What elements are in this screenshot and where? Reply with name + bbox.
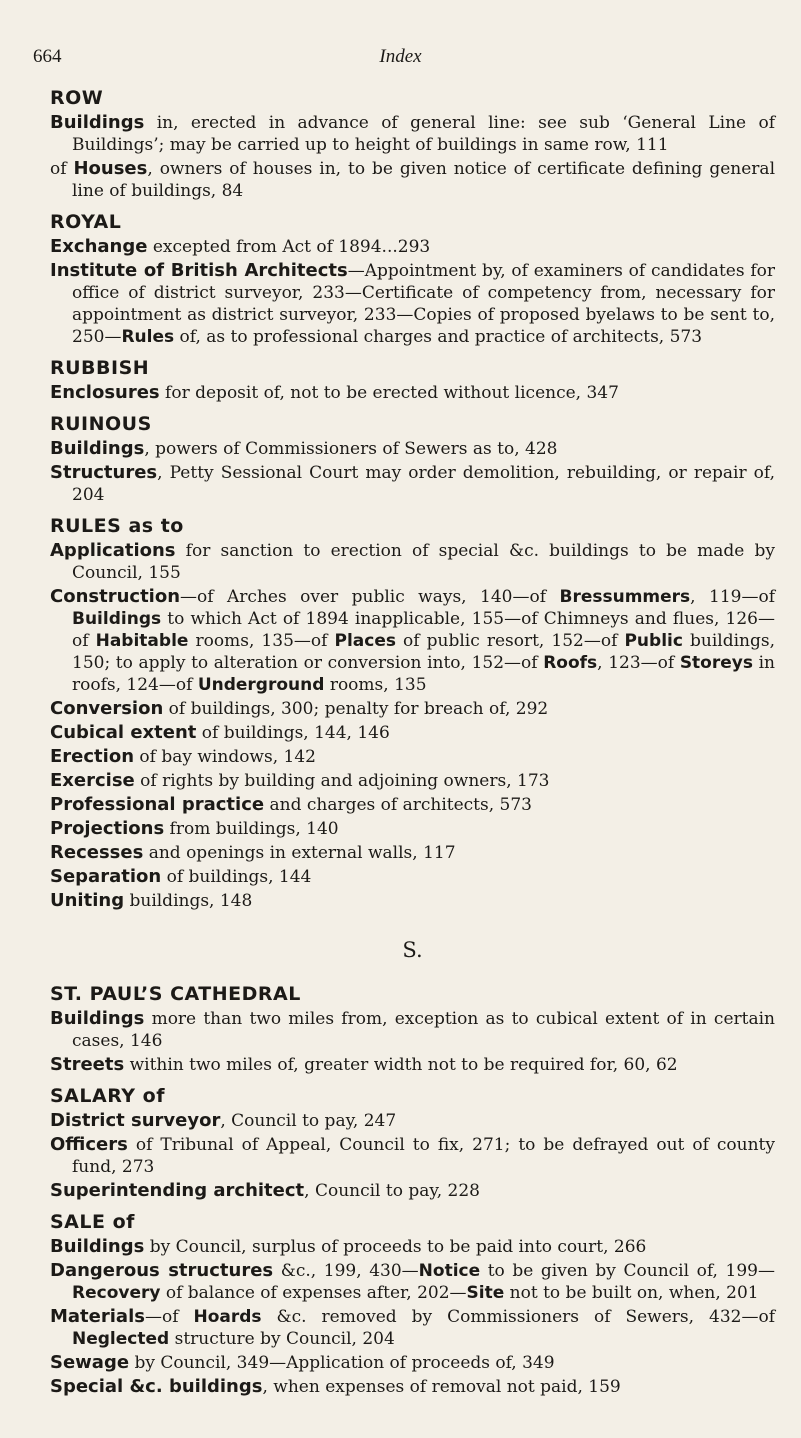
index-entry: Exercise of rights by building and adjoining owners, 173 — [50, 770, 550, 791]
index-entry: Buildings in, erected in advance of general line: see sub ‘General Line of Buildings’; may be carried up to height of buildings in same row, 111 — [50, 112, 775, 155]
index-entry: Enclosures for deposit of, not to be erected without licence, 347 — [50, 382, 619, 403]
index-entry: Projections from buildings, 140 — [50, 818, 339, 839]
index-term: Applications — [50, 540, 176, 561]
index-entry: Buildings by Council, surplus of proceeds to be paid into court, 266 — [50, 1236, 647, 1257]
index-term: Buildings — [50, 438, 145, 459]
index-entry: Dangerous structures &c., 199, 430—Notice to be given by Council of, 199—Recovery of balance of expenses after, 202—Site not to be built on, when, 201 — [50, 1260, 775, 1303]
index-heading: SALARY of — [50, 1085, 165, 1107]
index-term: Institute of British Architects — [50, 260, 348, 281]
index-entry: Sewage by Council, 349—Application of proceeds of, 349 — [50, 1352, 555, 1373]
index-entry: Recesses and openings in external walls, 117 — [50, 842, 456, 863]
index-term: Uniting — [50, 890, 125, 911]
index-term: Special &c. buildings — [50, 1376, 263, 1397]
index-term: Separation — [50, 866, 162, 887]
index-group-rubbish — [50, 354, 775, 404]
index-term: Exchange — [50, 236, 148, 257]
index-term: Buildings — [50, 1236, 145, 1257]
index-heading: RUBBISH — [50, 357, 150, 379]
index-group-rules — [50, 512, 775, 912]
index-group-salary — [50, 1082, 775, 1202]
index-term: Enclosures — [50, 382, 160, 403]
index-entry: Buildings, powers of Commissioners of Sewers as to, 428 — [50, 438, 558, 459]
index-term: Conversion — [50, 698, 164, 719]
index-heading: RUINOUS — [50, 413, 152, 435]
page-number: 664 — [33, 46, 62, 67]
index-entry: Special &c. buildings, when expenses of removal not paid, 159 — [50, 1376, 621, 1397]
index-entry: Uniting buildings, 148 — [50, 890, 253, 911]
running-title: Index — [379, 46, 422, 67]
index-term: Buildings — [50, 112, 145, 133]
index-entry: Applications for sanction to erection of special &c. buildings to be made by Council, 155 — [50, 540, 775, 583]
section-letter: S. — [402, 938, 423, 962]
index-heading: ST. PAUL’S CATHEDRAL — [50, 983, 301, 1005]
index-entry: Conversion of buildings, 300; penalty for breach of, 292 — [50, 698, 549, 719]
index-term: Houses — [73, 158, 148, 179]
index-term: Construction — [50, 586, 181, 607]
index-entry: Buildings more than two miles from, exception as to cubical extent of in certain cases, 146 — [50, 1008, 775, 1051]
index-group-sale — [50, 1208, 775, 1398]
index-term: Structures — [50, 462, 158, 483]
index-term: Exercise — [50, 770, 135, 791]
index-entry: Structures, Petty Sessional Court may order demolition, rebuilding, or repair of, 204 — [50, 462, 775, 505]
index-entry: Officers of Tribunal of Appeal, Council to fix, 271; to be defrayed out of county fund, 273 — [50, 1134, 775, 1177]
index-heading: SALE of — [50, 1211, 135, 1233]
index-term: Projections — [50, 818, 165, 839]
index-term: Streets — [50, 1054, 125, 1075]
index-group-row — [50, 84, 775, 202]
index-entry: Streets within two miles of, greater width not to be required for, 60, 62 — [50, 1054, 678, 1075]
index-heading: RULES as to — [50, 515, 184, 537]
index-entry: of Houses, owners of houses in, to be given notice of certificate defining general line of buildings, 84 — [50, 158, 776, 201]
index-entry: Separation of buildings, 144 — [50, 866, 312, 887]
index-heading: ROYAL — [50, 211, 122, 233]
index-entry: Construction—of Arches over public ways, 140—of Bressummers, 119—of Buildings to which Act of 1894 inapplicable, 155—of Chimneys and flues, 126—of Habitable rooms, 135—of Places of public resort, 152—of Public buildings, 150; to apply to alteration or conversion into, 152—of Roofs, 123—of Storeys in roofs, 124—of Underground rooms, 135 — [50, 586, 776, 695]
index-term: Officers — [50, 1134, 128, 1155]
index-term: Recesses — [50, 842, 144, 863]
index-term: Professional practice — [50, 794, 265, 815]
index-group-ruinous — [50, 410, 775, 506]
index-term: District surveyor — [50, 1110, 221, 1131]
index-term: Erection — [50, 746, 135, 767]
index-term: Buildings — [50, 1008, 145, 1029]
index-term: Cubical extent — [50, 722, 197, 743]
index-entry: District surveyor, Council to pay, 247 — [50, 1110, 397, 1131]
index-entry: Materials—of Hoards &c. removed by Commissioners of Sewers, 432—of Neglected structure by Council, 204 — [50, 1306, 775, 1349]
index-term: Sewage — [50, 1352, 130, 1373]
index-term: Dangerous structures — [50, 1260, 274, 1281]
index-entry: Professional practice and charges of architects, 573 — [50, 794, 532, 815]
index-term: Materials — [50, 1306, 145, 1327]
index-entry: Superintending architect, Council to pay, 228 — [50, 1180, 480, 1201]
index-group-st-pauls — [50, 980, 775, 1076]
index-entry: Institute of British Architects—Appointment by, of examiners of candidates for office of district surveyor, 233—Certificate of competency from, necessary for appointment as district surveyor, 233—Copies of proposed byelaws to be sent to, 250—Rules of, as to professional charges and practice of architects, 573 — [50, 260, 775, 347]
index-entry: Exchange excepted from Act of 1894...293 — [50, 236, 431, 257]
index-term: Superintending architect — [50, 1180, 305, 1201]
index-content — [50, 84, 775, 1404]
index-entry: Cubical extent of buildings, 144, 146 — [50, 722, 390, 743]
index-entry: Erection of bay windows, 142 — [50, 746, 316, 767]
index-group-royal — [50, 208, 775, 348]
index-heading: ROW — [50, 87, 104, 109]
